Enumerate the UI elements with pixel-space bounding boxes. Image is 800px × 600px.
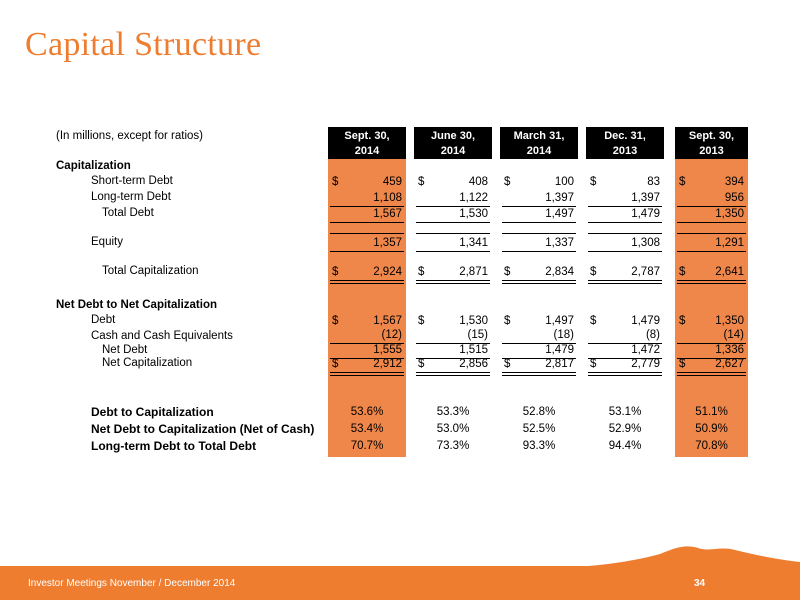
rule-line [677,233,746,234]
currency-symbol: $ [418,266,425,278]
rule-line [416,233,490,234]
units-note: (In millions, except for ratios) [56,130,203,142]
value-text: 51.1% [695,406,728,418]
value-text: 100 [554,176,574,188]
value-cell-net-debt-to-cap [330,422,404,436]
value-text: 52.9% [608,423,642,435]
value-cell-equity [588,236,662,250]
row-label-short-term-debt: Short-term Debt [91,175,173,187]
value-cell-net-debt [677,343,746,357]
rule-line [330,372,404,373]
value-text: 1,555 [373,344,402,356]
column-header: Sept. 30, 2013 [675,127,748,159]
currency-symbol: $ [332,315,339,327]
currency-symbol: $ [418,315,425,327]
page-number: 34 [694,578,706,589]
row-label-long-term-debt: Long-term Debt [91,191,171,203]
value-text: 93.3% [522,440,556,452]
rule-line [416,375,490,376]
rule-line [588,251,662,252]
value-text: 53.1% [608,406,642,418]
currency-symbol: $ [679,176,686,188]
value-cell-debt-to-cap [588,405,662,419]
rule-line [416,372,490,373]
rule-line [588,233,662,234]
value-text: 94.4% [608,440,642,452]
value-cell-net-debt [502,343,576,357]
value-cell-total-debt [588,207,662,221]
value-text: 52.8% [522,406,556,418]
value-cell-short-term-debt [416,175,490,189]
value-text: 70.8% [695,440,728,452]
value-text: 1,497 [545,208,574,220]
value-cell-long-term-debt [677,191,746,205]
value-text: 2,817 [545,358,574,370]
currency-symbol: $ [332,266,339,278]
value-cell-equity [677,236,746,250]
value-text: 2,856 [459,358,488,370]
value-cell-ltd-to-total [502,439,576,453]
value-cell-debt [416,314,490,328]
rule-line [502,222,576,223]
value-cell-short-term-debt [502,175,576,189]
value-cell-debt [677,314,746,328]
value-cell-long-term-debt [502,191,576,205]
rule-line [330,280,404,281]
currency-symbol: $ [590,358,597,370]
value-text: 1,479 [545,344,574,356]
value-text: 1,397 [545,192,574,204]
value-cell-total-debt [677,207,746,221]
currency-symbol: $ [679,266,686,278]
value-cell-ltd-to-total [588,439,662,453]
value-cell-net-debt [330,343,404,357]
value-text: 1,350 [715,315,744,327]
rule-line [677,251,746,252]
value-text: 1,108 [373,192,402,204]
value-cell-long-term-debt [416,191,490,205]
column-header: Sept. 30, 2014 [328,127,406,159]
value-cell-cash [330,328,404,342]
value-cell-total-debt [416,207,490,221]
value-text: 1,567 [373,315,402,327]
value-text: 1,497 [545,315,574,327]
row-label-total-debt: Total Debt [102,207,154,219]
rule-line [588,375,662,376]
value-cell-short-term-debt [677,175,746,189]
currency-symbol: $ [332,358,339,370]
value-text: 956 [724,192,744,204]
value-text: 1,341 [459,237,488,249]
value-cell-total-debt [330,207,404,221]
currency-symbol: $ [332,176,339,188]
row-label-ltd-to-total: Long-term Debt to Total Debt [91,439,257,453]
currency-symbol: $ [504,176,511,188]
value-text: 1,350 [715,208,744,220]
value-cell-ltd-to-total [677,439,746,453]
value-text: 73.3% [436,440,470,452]
value-cell-debt [588,314,662,328]
value-cell-long-term-debt [588,191,662,205]
currency-symbol: $ [679,315,686,327]
value-text: 1,567 [373,208,402,220]
value-text: 53.4% [350,423,384,435]
value-text: 1,336 [715,344,744,356]
value-text: 1,337 [545,237,574,249]
currency-symbol: $ [504,358,511,370]
row-label-total-capitalization: Total Capitalization [102,265,199,277]
currency-symbol: $ [679,358,686,370]
rule-line [502,283,576,284]
value-text: 2,871 [459,266,488,278]
value-text: 50.9% [695,423,728,435]
value-cell-cash [588,328,662,342]
currency-symbol: $ [590,266,597,278]
value-text: (15) [467,329,488,341]
value-cell-total-capitalization [677,265,746,279]
value-text: 1,515 [459,344,488,356]
value-cell-net-debt-to-cap [588,422,662,436]
value-text: 83 [647,176,660,188]
value-cell-net-debt [416,343,490,357]
currency-symbol: $ [590,315,597,327]
value-text: 52.5% [522,423,556,435]
value-cell-ltd-to-total [416,439,490,453]
value-cell-cash [677,328,746,342]
value-cell-long-term-debt [330,191,404,205]
rule-line [502,233,576,234]
footer-text: Investor Meetings November / December 2014 [28,578,236,589]
value-text: 2,834 [545,266,574,278]
value-text: 1,291 [715,237,744,249]
value-text: 1,357 [373,237,402,249]
value-text: 2,787 [631,266,660,278]
rule-line [677,222,746,223]
column-header: Dec. 31, 2013 [586,127,664,159]
value-cell-total-capitalization [330,265,404,279]
value-text: 1,479 [631,208,660,220]
value-text: 1,472 [631,344,660,356]
row-label-equity: Equity [91,236,123,248]
row-label-net-capitalization: Net Capitalization [102,357,193,369]
value-cell-net-capitalization [677,357,746,371]
value-cell-net-capitalization [416,357,490,371]
value-cell-debt-to-cap [502,405,576,419]
value-cell-ltd-to-total [330,439,404,453]
value-cell-net-debt-to-cap [677,422,746,436]
value-text: 1,530 [459,315,488,327]
rule-line [416,283,490,284]
rule-line [677,283,746,284]
value-cell-debt [330,314,404,328]
value-text: 53.0% [436,423,470,435]
rule-line [677,372,746,373]
value-cell-total-capitalization [502,265,576,279]
value-text: 1,122 [459,192,488,204]
rule-line [588,222,662,223]
value-text: 408 [468,176,488,188]
value-cell-short-term-debt [588,175,662,189]
rule-line [330,251,404,252]
currency-symbol: $ [418,358,425,370]
rule-line [588,280,662,281]
rule-line [588,283,662,284]
value-text: (12) [381,329,402,341]
value-text: (14) [723,329,744,341]
rule-line [677,280,746,281]
section-heading-capitalization: Capitalization [56,160,131,172]
currency-symbol: $ [504,266,511,278]
value-cell-net-debt-to-cap [502,422,576,436]
value-text: 2,779 [631,358,660,370]
value-text: 2,627 [715,358,744,370]
value-cell-debt-to-cap [330,405,404,419]
section-heading-net-debt: Net Debt to Net Capitalization [56,299,218,311]
currency-symbol: $ [418,176,425,188]
value-cell-equity [416,236,490,250]
value-text: (18) [553,329,574,341]
rule-line [502,372,576,373]
value-cell-equity [330,236,404,250]
rule-line [416,280,490,281]
rule-line [330,283,404,284]
rule-line [502,251,576,252]
row-label-net-debt-to-cap: Net Debt to Capitalization (Net of Cash) [91,422,315,436]
value-cell-net-debt-to-cap [416,422,490,436]
value-cell-total-capitalization [416,265,490,279]
value-cell-net-capitalization [330,357,404,371]
value-text: 1,479 [631,315,660,327]
rule-line [330,222,404,223]
column-header: June 30, 2014 [414,127,492,159]
row-label-cash: Cash and Cash Equivalents [91,330,233,342]
page-title: Capital Structure [25,26,262,63]
value-text: 1,308 [631,237,660,249]
rule-line [416,222,490,223]
rule-line [588,372,662,373]
value-cell-equity [502,236,576,250]
rule-line [330,375,404,376]
value-cell-cash [416,328,490,342]
value-cell-total-capitalization [588,265,662,279]
value-text: 1,397 [631,192,660,204]
value-cell-debt-to-cap [416,405,490,419]
value-text: 394 [724,176,744,188]
value-cell-debt [502,314,576,328]
row-label-debt-to-cap: Debt to Capitalization [91,405,214,419]
value-cell-net-debt [588,343,662,357]
value-cell-net-capitalization [588,357,662,371]
value-text: (8) [645,329,660,341]
rule-line [677,375,746,376]
value-cell-debt-to-cap [677,405,746,419]
value-text: 1,530 [459,208,488,220]
value-text: 2,912 [373,358,402,370]
value-text: 53.6% [350,406,384,418]
rule-line [416,251,490,252]
row-label-debt: Debt [91,314,116,326]
currency-symbol: $ [590,176,597,188]
rule-line [330,233,404,234]
value-cell-total-debt [502,207,576,221]
value-cell-short-term-debt [330,175,404,189]
value-cell-cash [502,328,576,342]
value-text: 70.7% [350,440,384,452]
value-text: 459 [382,176,402,188]
value-text: 53.3% [436,406,470,418]
column-header: March 31, 2014 [500,127,578,159]
value-cell-net-capitalization [502,357,576,371]
currency-symbol: $ [504,315,511,327]
rule-line [502,280,576,281]
rule-line [502,375,576,376]
value-text: 2,924 [373,266,402,278]
mountain-graphic [560,540,800,570]
row-label-net-debt: Net Debt [102,344,148,356]
value-text: 2,641 [715,266,744,278]
